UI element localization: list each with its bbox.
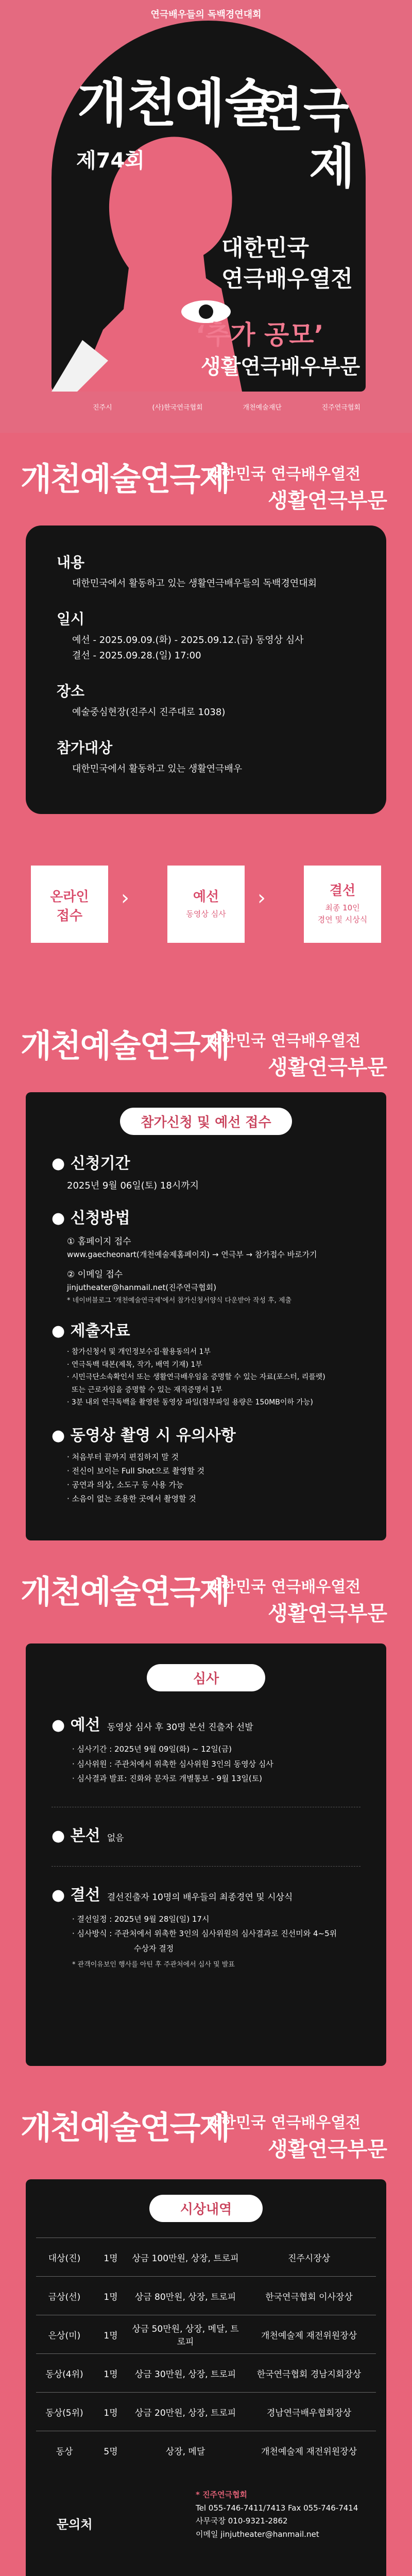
video-item: · 소음이 없는 조용한 곳에서 촬영할 것: [67, 1494, 196, 1503]
info-text: 예선 - 2025.09.09.(화) - 2025.09.12.(금) 동영상 심사: [72, 635, 304, 646]
award-name: 동상: [36, 2431, 93, 2470]
final-heading: ● 결선 결선진출자 10명의 배우들의 최종경연 및 시상식: [52, 1886, 293, 1904]
award-count: 1명: [93, 2238, 129, 2277]
video-item-text: 처음부터 끝까지 편집하지 말 것: [72, 1452, 179, 1462]
info-label: 일시: [57, 611, 85, 628]
award-prize: 상장, 메달: [129, 2431, 242, 2470]
apply-panel: [26, 1092, 386, 1540]
hero-sub-line2: 연극배우열전: [221, 266, 353, 292]
method1-label: ① 홈페이지 접수: [67, 1236, 131, 1247]
hero-division: 생활연극배우부문: [201, 355, 360, 379]
info-item: [57, 608, 355, 662]
docs-heading-text: 제출자료: [70, 1322, 130, 1340]
award-sponsor: 개천예술제 재전위원장상: [242, 2431, 376, 2470]
docs-item: · 시민극단소속확인서 또는 생활연극배우임을 증명할 수 있는 자료(포스터, 리플렛): [67, 1373, 325, 1381]
header-title: 개천예술연극제: [21, 1027, 230, 1064]
hero-round: 제74회: [76, 149, 145, 173]
docs-item: · 연극독백 대본(제목, 작가, 배역 기재) 1부: [67, 1360, 202, 1369]
method2-label: ② 이메일 접수: [67, 1269, 123, 1280]
logo-jinju: 진주시: [93, 404, 112, 412]
info-item: [57, 737, 355, 775]
table-row: [36, 2354, 376, 2393]
pre-item: · 심사결과 발표: 진화와 문자로 개별통보 - 9월 13일(토): [72, 1774, 263, 1783]
video-heading-text: 동영상 촬영 시 유의사항: [70, 1426, 236, 1445]
docs-item: [67, 1384, 360, 1397]
info-text: 예술중심현장(진주시 진주대로 1038): [72, 707, 226, 718]
final-item: [72, 1941, 360, 1956]
header-sub2: 생활연극부문: [268, 1056, 387, 1079]
method2-text: jinjutheater@hanmail.net(진주연극협회): [67, 1283, 216, 1292]
pre-item-text: 심사위원 : 주관처에서 위촉한 심사위원 3인의 동영상 심사: [77, 1759, 273, 1769]
award-prize: 상금 80만원, 상장, 트로피: [129, 2277, 242, 2315]
final-note: * 관객이유보인 행사를 아틴 후 주관처에서 심사 및 발표: [72, 1961, 235, 1969]
flow-step1-line2: 접수: [56, 908, 83, 924]
pre-heading-text: 예선: [70, 1716, 100, 1734]
method-heading-text: 신청방법: [70, 1209, 130, 1227]
info-label: 내용: [57, 554, 85, 571]
hero-title-a: 개천: [77, 73, 177, 133]
award-name: 동상(4위): [36, 2354, 93, 2393]
contact-email: 이메일 jinjutheater@hanmail.net: [196, 2529, 319, 2539]
video-list: [67, 1450, 360, 1506]
flow-step2-line2: 동영상 심사: [186, 909, 226, 919]
docs-item-text: 연극독백 대본(제목, 작가, 배역 기재) 1부: [71, 1360, 202, 1369]
docs-item: · 참가신청서 및 개인정보수집·활용동의서 1부: [67, 1348, 211, 1356]
video-item: · 처음부터 끝까지 편집하지 말 것: [67, 1452, 179, 1462]
flow-step1-line1: 온라인: [50, 889, 89, 905]
method-heading: ● 신청방법: [52, 1209, 130, 1227]
info-item: [57, 551, 355, 589]
docs-item-text: 시민극단소속확인서 또는 생활연극배우임을 증명할 수 있는 자료(포스터, 리플렛): [71, 1373, 325, 1381]
table-row: [36, 2238, 376, 2277]
final-desc: 결선진출자 10명의 배우들의 최종경연 및 시상식: [107, 1892, 293, 1903]
info-label: 장소: [57, 683, 85, 700]
final-item-text: 결선일정 : 2025년 9월 28일(일) 17시: [77, 1914, 210, 1924]
hero: [0, 0, 412, 433]
table-row: [36, 2431, 376, 2470]
pre-list: [72, 1742, 360, 1786]
header-sub1: 대한민국 연극배우열전: [206, 2114, 361, 2132]
header-sub1: 대한민국 연극배우열전: [206, 1578, 361, 1596]
header-title: 개천예술연극제: [21, 2109, 230, 2146]
section-header-3: [0, 1551, 412, 1643]
flow-step3-line1: 결선: [329, 883, 356, 899]
award-sponsor: 경남연극배우협회장상: [242, 2393, 376, 2431]
award-sponsor: 개천예술제 재전위원장상: [242, 2315, 376, 2354]
award-prize: 상금 100만원, 상장, 트로피: [129, 2238, 242, 2277]
main-desc: 없음: [107, 1833, 124, 1843]
docs-list: [67, 1346, 360, 1409]
main-heading: ● 본선 없음: [52, 1826, 124, 1845]
header-sub2: 생활연극부문: [268, 1602, 387, 1625]
info-label: 참가대상: [57, 739, 113, 756]
flow-step-preliminary: [167, 866, 245, 943]
contact-office: 사무국장 010-9321-2862: [196, 2516, 288, 2526]
flow-step2-line1: 예선: [193, 889, 219, 905]
video-item-text: 공연과 의상, 소도구 등 사용 가능: [72, 1480, 184, 1489]
header-sub1: 대한민국 연극배우열전: [206, 465, 361, 483]
video-item-text: 전신이 보이는 Full Shot으로 촬영할 것: [72, 1466, 205, 1476]
info-text: 대한민국에서 활동하고 있는 생활연극배우: [72, 764, 243, 774]
method1-text: www.gaecheonart(개천예술제홈페이지) → 연극부 → 참가접수 바로가기: [67, 1250, 317, 1259]
info-item: [57, 680, 355, 718]
hero-top-tag: 연극배우들의 독백경연대회: [150, 9, 262, 20]
flow-step-final: [304, 866, 381, 943]
pre-item-text: 심사기간 : 2025년 9월 09일(화) ~ 12일(금): [77, 1744, 232, 1754]
final-list: [72, 1912, 360, 1956]
video-heading: ● 동영상 촬영 시 유의사항: [52, 1426, 236, 1445]
award-count: 5명: [93, 2431, 129, 2470]
award-sponsor: 한국연극협회 이사장상: [242, 2277, 376, 2315]
award-name: 대상(진): [36, 2238, 93, 2277]
header-sub2: 생활연극부문: [268, 489, 387, 513]
docs-item-text: 또는 근로자임을 증명할 수 있는 재직증명서 1부: [71, 1385, 222, 1394]
main-heading-text: 본선: [70, 1826, 100, 1845]
hero-title-c: 연극: [258, 82, 349, 138]
header-sub2: 생활연극부문: [268, 2138, 387, 2161]
final-item: · 결선일정 : 2025년 9월 28일(일) 17시: [72, 1914, 210, 1924]
pre-item-text: 심사결과 발표: 진화와 문자로 개별통보 - 9월 13일(토): [77, 1774, 263, 1783]
pre-heading: ● 예선 동영상 심사 후 30명 본선 진출자 선발: [52, 1716, 253, 1734]
award-count: 1명: [93, 2393, 129, 2431]
award-prize: 상금 50만원, 상장, 메달, 트로피: [129, 2315, 242, 2354]
docs-item: · 3분 내외 연극독백을 촬영한 동영상 파일(첨부파일 용량은 150MB이하 가능): [67, 1398, 313, 1406]
table-row: [36, 2315, 376, 2354]
header-sub1: 대한민국 연극배우열전: [206, 1032, 361, 1050]
final-item: · 심사방식 : 주관처에서 위촉한 3인의 심사위원의 심사결과로 진선미와 4~5위: [72, 1929, 337, 1938]
info-text2: 결선 - 2025.09.28.(일) 17:00: [72, 650, 201, 661]
apply-pill: 참가신청 및 예선 접수: [120, 1108, 291, 1135]
period-heading-text: 신청기간: [70, 1155, 130, 1173]
award-sponsor: 진주시장상: [242, 2238, 376, 2277]
video-item-text: 소음이 없는 조용한 곳에서 촬영할 것: [72, 1494, 196, 1503]
section-header-4: [0, 2087, 412, 2179]
contact-panel: [26, 2468, 386, 2576]
video-item: · 전신이 보이는 Full Shot으로 촬영할 것: [67, 1466, 205, 1476]
award-count: 1명: [93, 2277, 129, 2315]
contact-org: * 진주연극협회: [196, 2490, 248, 2499]
video-item: · 공연과 의상, 소도구 등 사용 가능: [67, 1480, 184, 1489]
info-panel: [26, 526, 386, 814]
award-prize: 상금 30만원, 상장, 트로피: [129, 2354, 242, 2393]
award-sponsor: 한국연극협회 경남지회장상: [242, 2354, 376, 2393]
info-text: 대한민국에서 활동하고 있는 생활연극배우들의 독백경연대회: [72, 578, 317, 589]
awards-pill: 시상내역: [149, 2195, 263, 2222]
final-heading-text: 결선: [70, 1886, 100, 1904]
section-header-1: [0, 433, 412, 526]
hero-title-b: 예술: [175, 73, 275, 133]
award-count: 1명: [93, 2315, 129, 2354]
docs-heading: ● 제출자료: [52, 1322, 130, 1340]
award-prize: 상금 20만원, 상장, 트로피: [129, 2393, 242, 2431]
pre-desc: 동영상 심사 후 30명 본선 진출자 선발: [107, 1722, 253, 1733]
award-name: 동상(5위): [36, 2393, 93, 2431]
logo-jinju-theater: 진주연극협회: [321, 404, 360, 412]
hero-logos: [93, 402, 360, 412]
section-header-2: [0, 999, 412, 1092]
hero-title-d: 제: [309, 139, 355, 194]
flow-step3-line2: 최종 10인: [325, 903, 360, 912]
docs-item-text: 참가신청서 및 개인정보수집·활용동의서 1부: [71, 1348, 211, 1356]
judge-pill: 심사: [147, 1664, 265, 1691]
contact-label: 문의처: [57, 2517, 93, 2532]
flow-arrow-1: ›: [121, 886, 129, 910]
pre-item: · 심사기간 : 2025년 9월 09일(화) ~ 12일(금): [72, 1744, 232, 1754]
logo-gaecheon: 개천예술재단: [243, 404, 282, 412]
hero-extra: ‘추가 공모’: [196, 320, 324, 350]
contact-tel: Tel 055-746-7411/7413 Fax 055-746-7414: [196, 2503, 358, 2513]
flow-step-online: [31, 866, 108, 943]
judge-panel: [26, 1643, 386, 2066]
final-item-text: 수상자 결정: [134, 1943, 174, 1953]
award-count: 1명: [93, 2354, 129, 2393]
award-name: 금상(선): [36, 2277, 93, 2315]
logo-theater-assoc: (사)한국연극협회: [152, 404, 203, 412]
header-title: 개천예술연극제: [21, 460, 230, 498]
table-row: [36, 2393, 376, 2431]
period-text: 2025년 9월 06일(토) 18시까지: [67, 1180, 199, 1191]
docs-item-text: 3분 내외 연극독백을 촬영한 동영상 파일(첨부파일 용량은 150MB이하 가능): [71, 1398, 313, 1406]
flow-step3-line3: 경연 및 시상식: [317, 915, 368, 924]
pre-item: · 심사위원 : 주관처에서 위촉한 심사위원 3인의 동영상 심사: [72, 1759, 273, 1769]
final-item-text: 심사방식 : 주관처에서 위촉한 3인의 심사위원의 심사결과로 진선미와 4~5위: [77, 1929, 337, 1938]
method-note: * 네이버블로그 '개천예술연극제'에서 참가신청서양식 다운받아 작성 후, 제출: [67, 1297, 292, 1304]
header-title: 개천예술연극제: [21, 1573, 230, 1611]
period-heading: ● 신청기간: [52, 1155, 130, 1173]
hero-sub-line1: 대한민국: [221, 235, 310, 261]
flow-arrow-2: ›: [258, 886, 266, 910]
table-row: [36, 2277, 376, 2315]
award-name: 은상(미): [36, 2315, 93, 2354]
